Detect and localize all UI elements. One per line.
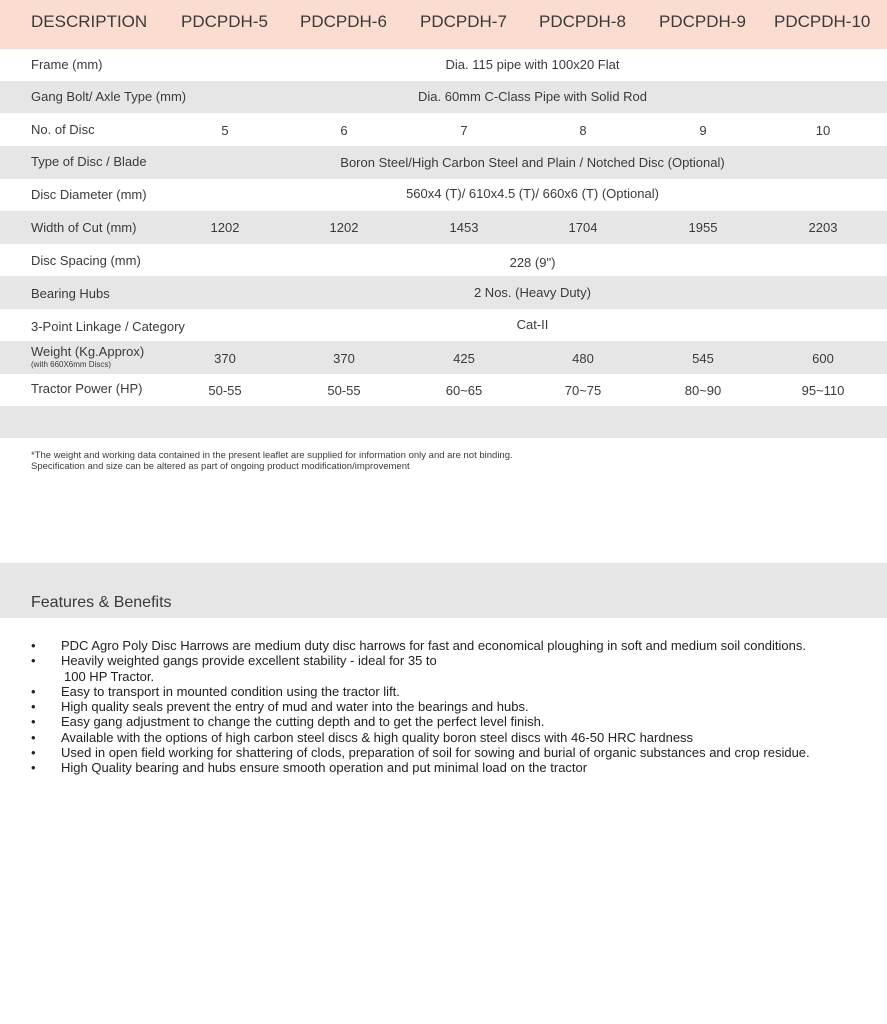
bullet-icon: • [31,653,36,669]
list-item [31,638,810,653]
feature-text: Easy gang adjustment to change the cutting depth and to get the perfect level finish. [61,714,545,730]
row-sublabel: (with 660X6mm Discs) [31,360,112,369]
table-header [0,0,887,49]
row-label: Width of Cut (mm) [31,220,137,235]
cell-value: 8 [579,123,587,138]
row-label: Bearing Hubs [31,286,110,301]
disclaimer-note: *The weight and working data contained in the present leaflet are supplied for information only and are not binding. [31,450,513,461]
cell-value: 370 [214,351,236,366]
table-row-disc-type [0,146,887,179]
disclaimer-note: Specification and size can be altered as part of ongoing product modification/improvement [31,461,410,472]
feature-text: Heavily weighted gangs provide excellent stability - ideal for 35 to [61,653,437,669]
cell-value: 425 [453,351,475,366]
cell-value: 6 [340,123,348,138]
row-value: Boron Steel/High Carbon Steel and Plain / Notched Disc (Optional) [340,155,725,170]
features-list [31,638,810,776]
table-row-gang [0,81,887,113]
features-header-bar [0,563,887,618]
feature-text: High Quality bearing and hubs ensure smooth operation and put minimal load on the tractor [61,760,588,776]
list-item [31,730,810,745]
row-value: Cat-II [516,317,549,332]
cell-value: 5 [221,123,229,138]
row-label: Disc Spacing (mm) [31,253,141,268]
cell-value: 70~75 [564,383,602,398]
feature-text-continued: 100 HP Tractor. [64,668,155,684]
table-row-discs [0,113,887,146]
table-row-diameter [0,179,887,211]
row-label: Gang Bolt/ Axle Type (mm) [31,89,187,104]
row-label: 3-Point Linkage / Category [31,319,185,334]
bullet-icon: • [31,745,36,761]
table-row-spacing [0,244,887,276]
cell-value: 1453 [449,220,479,235]
cell-value: 1955 [688,220,718,235]
cell-value: 600 [812,351,834,366]
row-value: 2 Nos. (Heavy Duty) [473,285,592,300]
row-label: Disc Diameter (mm) [31,187,147,202]
model-header: PDCPDH-6 [300,12,387,31]
list-item [31,699,810,714]
model-header: PDCPDH-9 [659,12,746,31]
table-row-weight [0,341,887,374]
bullet-icon: • [31,760,36,776]
cell-value: 80~90 [684,383,722,398]
row-value: 228 (9") [509,255,556,270]
bullet-icon: • [31,699,36,715]
table-row-bearing-hubs [0,276,887,309]
cell-value: 1704 [568,220,598,235]
cell-value: 480 [572,351,594,366]
bullet-icon: • [31,714,36,730]
list-item [31,745,810,760]
bullet-icon: • [31,683,36,699]
model-header: PDCPDH-5 [181,12,268,31]
model-header: PDCPDH-7 [420,12,507,31]
cell-value: 60~65 [445,383,483,398]
cell-value: 10 [815,123,831,138]
table-row-tractor-power [0,374,887,406]
row-label: Tractor Power (HP) [31,381,143,396]
row-value: Dia. 60mm C-Class Pipe with Solid Rod [417,89,648,104]
row-label: Frame (mm) [31,57,103,72]
bullet-icon: • [31,729,36,745]
features-title: Features & Benefits [31,594,172,611]
feature-text: Available with the options of high carbon steel discs & high quality boron steel discs with 46-50 HRC hardness [61,729,694,745]
table-footer-bar [0,406,887,438]
row-value: 560x4 (T)/ 610x4.5 (T)/ 660x6 (T) (Optional) [406,186,659,201]
feature-text: High quality seals prevent the entry of mud and water into the bearings and hubs. [61,699,529,715]
list-item [31,653,810,684]
list-item [31,760,810,775]
cell-value: 50-55 [327,383,361,398]
feature-text: Easy to transport in mounted condition using the tractor lift. [61,683,400,699]
list-item [31,714,810,729]
cell-value: 7 [460,123,468,138]
feature-text: Used in open field working for shattering of clods, preparation of soil for sowing and burial of organic substances and crop residue. [61,745,810,761]
cell-value: 545 [692,351,714,366]
table-row-linkage [0,309,887,341]
bullet-icon: • [31,638,36,653]
cell-value: 2203 [808,220,838,235]
row-label: Type of Disc / Blade [31,154,147,169]
model-header: PDCPDH-10 [774,12,871,31]
cell-value: 9 [699,123,707,138]
list-item [31,684,810,699]
cell-value: 50-55 [208,383,242,398]
cell-value: 1202 [210,220,240,235]
cell-value: 95~110 [801,383,845,398]
description-header: DESCRIPTION [31,12,148,31]
table-row-frame [0,49,887,81]
cell-value: 370 [333,351,355,366]
cell-value: 1202 [329,220,359,235]
model-header: PDCPDH-8 [539,12,626,31]
row-label: No. of Disc [31,122,95,137]
row-value: Dia. 115 pipe with 100x20 Flat [445,57,620,72]
feature-text: PDC Agro Poly Disc Harrows are medium duty disc harrows for fast and economical ploughing in soft and medium soil conditions. [61,638,806,653]
row-label: Weight (Kg.Approx) [31,344,145,359]
table-row-width [0,211,887,244]
